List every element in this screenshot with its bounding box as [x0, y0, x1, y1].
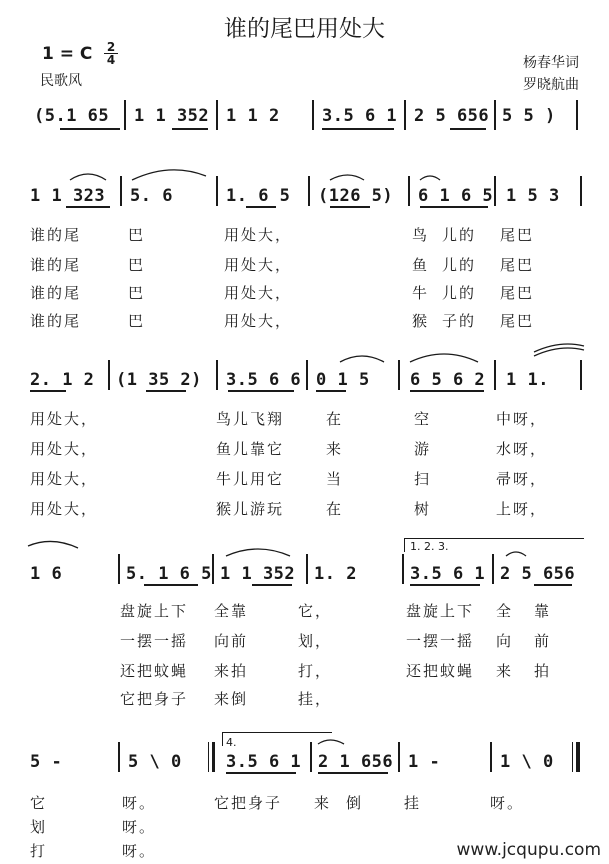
lyric: 扫: [414, 470, 432, 488]
measure: 6 1 6 5: [418, 186, 494, 206]
lyric: 巴: [128, 284, 146, 302]
tie: [226, 549, 290, 556]
lyric: 尾巴: [500, 284, 535, 302]
lyric: 用处大，: [224, 256, 293, 274]
lyric: 帚呀，: [496, 470, 548, 488]
lyric: 来: [496, 662, 514, 680]
lyric: 挂: [404, 794, 422, 812]
lyric: 子的: [442, 312, 477, 330]
tie: [506, 552, 526, 556]
lyric: 它，: [298, 602, 333, 620]
lyric: 全: [496, 602, 514, 620]
lyric: 它把身子: [120, 690, 189, 708]
lyric: 水呀，: [496, 440, 548, 458]
volta-label: 4.: [226, 736, 237, 749]
lyric: 猴: [412, 312, 430, 330]
lyric: 中呀，: [496, 410, 548, 428]
measure: 2 5 656: [414, 106, 490, 126]
lyric: 鸟儿飞翔: [216, 410, 285, 428]
lyric: 巴: [128, 312, 146, 330]
lyric: 猴儿游玩: [216, 500, 285, 518]
song-title: 谁的尾巴用处大: [224, 16, 385, 42]
measure: 3.5 6 1: [410, 564, 486, 584]
lyric: 还把蚊蝇: [120, 662, 189, 680]
lyric: 还把蚊蝇: [406, 662, 475, 680]
lyric: 它把身子: [214, 794, 283, 812]
measure: 1. 2: [314, 564, 357, 584]
lyric: 空: [414, 410, 432, 428]
measure: 5 -: [30, 752, 63, 772]
tie: [318, 740, 344, 744]
lyric: 靠: [534, 602, 552, 620]
lyric: 在: [326, 410, 344, 428]
lyricist-credit: 杨春华词: [523, 55, 579, 71]
tie: [70, 174, 106, 180]
lyric: 呀。: [122, 818, 157, 836]
measure: 6 5 6 2: [410, 370, 486, 390]
lyric: 鱼: [412, 256, 430, 274]
lyric: 来拍: [214, 662, 249, 680]
lyric: 来: [326, 440, 344, 458]
lyric: 谁的尾: [30, 284, 82, 302]
measure: 2 1 656: [318, 752, 394, 772]
lyric: 拍: [534, 662, 552, 680]
lyric: 树: [414, 500, 432, 518]
measure: 1 -: [408, 752, 441, 772]
tie: [410, 354, 478, 362]
lyric: 巴: [128, 226, 146, 244]
measure: (126 5): [318, 186, 394, 206]
measure: 1 1 352: [134, 106, 210, 126]
measure: (1 35 2): [116, 370, 202, 390]
lyric: 盘旋上下: [120, 602, 189, 620]
lyric: 倒: [346, 794, 364, 812]
lyric: 打，: [298, 662, 333, 680]
lyric: 尾巴: [500, 312, 535, 330]
lyric: 牛: [412, 284, 430, 302]
measure: 1 5 3: [506, 186, 560, 206]
measure: 0 1 5: [316, 370, 370, 390]
lyric: 谁的尾: [30, 312, 82, 330]
lyric: 牛儿用它: [216, 470, 285, 488]
lyric: 儿的: [442, 226, 477, 244]
time-signature: 2 4: [104, 42, 118, 65]
volta-label: 1. 2. 3.: [410, 540, 449, 553]
tie: [420, 176, 440, 180]
lyric: 谁的尾: [30, 226, 82, 244]
lyric: 它: [30, 794, 48, 812]
lyric: 尾巴: [500, 226, 535, 244]
lyric: 用处大，: [30, 440, 99, 458]
lyric: 用处大，: [224, 312, 293, 330]
lyric: 当: [326, 470, 344, 488]
lyric: 全靠: [214, 602, 249, 620]
measure: 1 1 352: [220, 564, 296, 584]
lyric: 向前: [214, 632, 249, 650]
lyric: 鱼儿靠它: [216, 440, 285, 458]
measure: 5. 6: [130, 186, 173, 206]
measure: 3.5 6 1: [226, 752, 302, 772]
lyric: 呀。: [490, 794, 525, 812]
tie: [132, 170, 206, 180]
lyric: 挂，: [298, 690, 333, 708]
measure: 2. 1 2: [30, 370, 95, 390]
measure: 5. 1 6 5: [126, 564, 212, 584]
lyric: 一摆一摇: [120, 632, 189, 650]
lyric: 来: [314, 794, 332, 812]
measure: 1 1 323: [30, 186, 106, 206]
lyric: 在: [326, 500, 344, 518]
lyric: 来倒: [214, 690, 249, 708]
key-signature: 1 = C: [42, 44, 93, 64]
measure: 1 1 2: [226, 106, 280, 126]
lyric: 前: [534, 632, 552, 650]
composer-credit: 罗晓航曲: [523, 77, 579, 93]
lyric: 呀。: [122, 842, 157, 860]
lyric: 用处大，: [30, 470, 99, 488]
lyric: 儿的: [442, 284, 477, 302]
measure: 5 \ 0: [128, 752, 182, 772]
lyric: 用处大，: [224, 284, 293, 302]
lyric: 游: [414, 440, 432, 458]
measure: 3.5 6 1: [322, 106, 398, 126]
lyric: 上呀，: [496, 500, 548, 518]
lyric: 用处大，: [30, 410, 99, 428]
lyric: 巴: [128, 256, 146, 274]
lyric: 向: [496, 632, 514, 650]
lyric: 鸟: [412, 226, 430, 244]
watermark: www.jcqupu.com: [456, 840, 601, 860]
measure: 5 5 ): [502, 106, 556, 126]
lyric: 打: [30, 842, 48, 860]
measure: 1 1.: [506, 370, 549, 390]
lyric: 尾巴: [500, 256, 535, 274]
lyric: 儿的: [442, 256, 477, 274]
measure: 2 5 656: [500, 564, 576, 584]
lyric: 划，: [298, 632, 333, 650]
measure: 3.5 6 6: [226, 370, 302, 390]
measure: 1 6: [30, 564, 63, 584]
lyric: 用处大，: [224, 226, 293, 244]
tie: [28, 541, 78, 548]
lyric: 一摆一摇: [406, 632, 475, 650]
lyric: 盘旋上下: [406, 602, 475, 620]
measure: 1 \ 0: [500, 752, 554, 772]
measure: 1. 6 5: [226, 186, 291, 206]
tie: [340, 356, 384, 362]
lyric: 呀。: [122, 794, 157, 812]
measure: (5.1 65: [34, 106, 110, 126]
lyric: 用处大，: [30, 500, 99, 518]
tie: [330, 175, 364, 180]
style-marking: 民歌风: [40, 73, 82, 89]
lyric: 划: [30, 818, 48, 836]
lyric: 谁的尾: [30, 256, 82, 274]
